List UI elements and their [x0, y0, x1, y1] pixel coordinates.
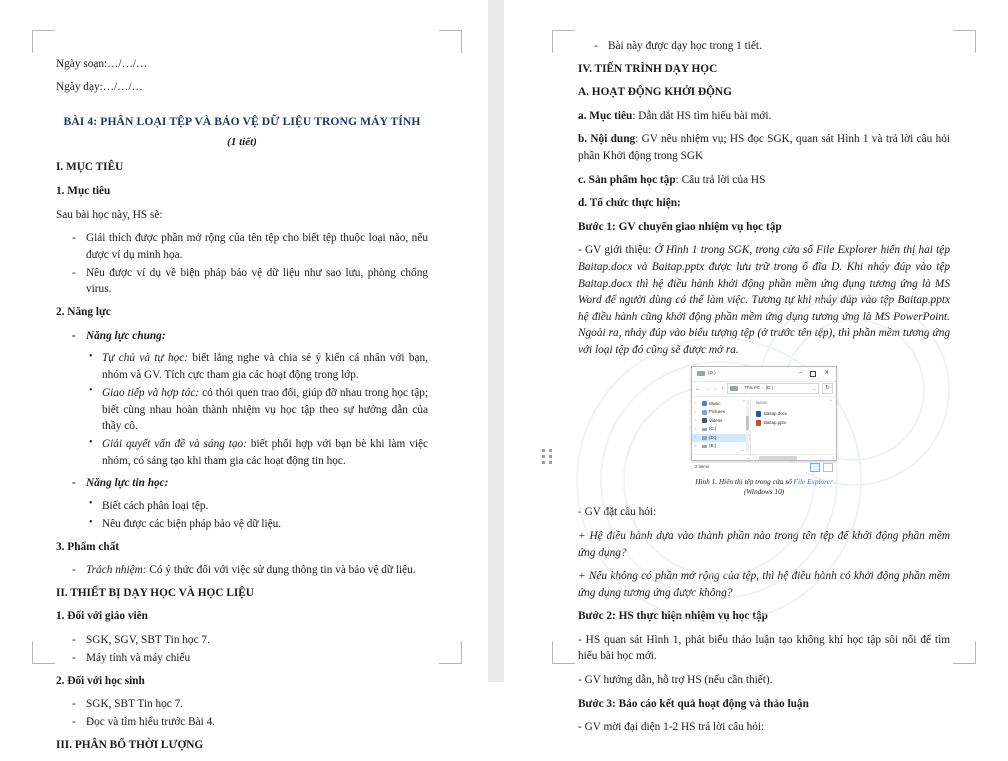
tree-item-pictures[interactable]: [692, 408, 750, 417]
heading-pham-chat: 3. Phẩm chất: [56, 540, 120, 553]
item-text: Có ý thức đối với việc sử dụng thông tin và bảo vệ dữ liệu.: [146, 564, 416, 577]
drive-icon: [702, 428, 707, 432]
list-item: • Nêu được các biện pháp bảo vệ dữ liệu.: [72, 516, 428, 533]
grip-dot: [542, 455, 545, 458]
page-title: BÀI 4: PHÂN LOẠI TỆP VÀ BẢO VỆ DỮ LIỆU TRONG MÁY TÍNH: [63, 115, 421, 129]
breadcrumb-sep: ›: [741, 385, 743, 391]
to-chuc-label: d. Tổ chức thực hiện:: [578, 197, 681, 210]
list-item-label: - Năng lực chung:: [56, 328, 428, 345]
drive-icon: [697, 371, 705, 376]
crop-mark-top-right: [953, 30, 976, 53]
chevron-right-icon[interactable]: ›: [695, 409, 697, 414]
list-item: - Nêu được ví dụ về biện pháp bảo vệ dữ liệu như sao lưu, phòng chống virus.: [56, 265, 428, 298]
recent-locations-icon[interactable]: ⌄: [713, 385, 719, 392]
tree-item-drive-d[interactable]: [692, 434, 750, 443]
muc-tieu-label: a. Mục tiêu: [578, 109, 633, 122]
date-soan-line: Ngày soạn:…/…/…: [56, 58, 148, 70]
horizontal-scrollbar[interactable]: [754, 455, 836, 461]
heading-section-ii: II. THIẾT BỊ DẠY HỌC VÀ HỌC LIỆU: [56, 586, 254, 599]
chevron-down-icon[interactable]: ⌄: [812, 385, 816, 391]
heading-section-i: I. MỤC TIÊU: [56, 161, 124, 174]
drive-icon: [702, 436, 707, 440]
gv-gioi-thieu-text: Ở Hình 1 trong SGK, trong cửa sổ File Explorer hiển thị hai tệp Baitap.docx và Baitap.pptx được lưu trữ trong ổ đĩa D. Khi nháy đúp vào tệp Baitap.docx thì hệ điều hành khởi động phần mềm ứng dụng tương ứng là MS Word để người dùng có thể làm việc. Tương tự khi nháy đúp vào tệp Baitap.pptx hệ điều hành cũng khởi động phần mềm ứng dụng tương ứng là MS PowerPoint. Ngoài ra, nháy đúp vào biểu tượng tệp (ở trước tên tệp), thì phần mềm tương ứng với loại tệp đó cũng sẽ được mở ra.: [578, 244, 950, 356]
tree-item-drive-c[interactable]: [692, 425, 750, 434]
tree-item-music[interactable]: [692, 397, 750, 409]
view-buttons: [810, 463, 833, 472]
date-day-line: Ngày dạy:…/…/…: [56, 80, 143, 93]
muc-tieu-text: : Dẫn dắt HS tìm hiểu bài mới.: [632, 109, 772, 122]
list-item: • Biết cách phân loại tệp.: [72, 498, 428, 515]
question-1: + Hệ điều hành dựa vào thành phần nào trong tên tệp để khởi động phần mềm ứng dụng?: [578, 529, 950, 559]
buoc2-line-1: - HS quan sát Hình 1, phát biểu thảo luận tạo không khí học tập sôi nổi để tìm hiểu bài học mới.: [578, 633, 950, 663]
crop-mark-bottom-right: [953, 641, 976, 664]
window-controls: [799, 371, 834, 377]
crop-mark-bottom-right: [439, 641, 462, 664]
chevron-right-icon[interactable]: ›: [695, 443, 697, 448]
pham-chat-list: [56, 562, 428, 579]
grip-dot: [549, 455, 552, 458]
chevron-right-icon[interactable]: ›: [695, 435, 697, 440]
tree-item-label: (E:): [709, 443, 717, 449]
heading-section-a: A. HOẠT ĐỘNG KHỞI ĐỘNG: [578, 86, 732, 99]
videos-icon: [702, 418, 707, 423]
chevron-right-icon[interactable]: ›: [695, 426, 697, 431]
vertical-scrollbar[interactable]: [746, 400, 749, 452]
tree-item-label: Music: [709, 400, 721, 406]
list-item-label: - Năng lực tin học:: [56, 475, 428, 492]
nang-luc-tin-hoc-group: [56, 475, 428, 492]
heading-nang-luc: 2. Năng lực: [56, 306, 111, 319]
grip-dot: [542, 461, 545, 464]
san-pham-label: c. Sản phẩm học tập: [578, 173, 676, 186]
up-icon[interactable]: ↑: [721, 385, 725, 392]
hoc-sinh-list: [56, 696, 428, 731]
list-item: [72, 436, 428, 469]
grip-dot: [542, 449, 545, 452]
tree-item-label: (C:): [709, 426, 717, 432]
details-view-button[interactable]: [810, 463, 820, 472]
list-item: - Máy tính và máy chiếu: [56, 650, 428, 667]
chevron-right-icon[interactable]: ›: [695, 401, 697, 406]
minimize-icon[interactable]: –: [799, 369, 803, 376]
item-text: biết lắng nghe và chia sẻ ý kiến cá nhân với bạn, nhóm và GV. Tích cực tham gia các hoạt động trong lớp.: [102, 352, 428, 381]
music-icon: [702, 401, 707, 406]
heading-muc-tieu: 1. Mục tiêu: [56, 184, 111, 197]
buoc3-line: - GV mời đại diện 1-2 HS trả lời câu hỏi:: [578, 721, 765, 734]
grip-dot: [549, 449, 552, 452]
gv-dat-cau-hoi: - GV đặt câu hỏi:: [578, 506, 657, 519]
page-gutter: [488, 0, 505, 682]
tree-item-videos[interactable]: [692, 417, 750, 426]
question-2: + Nếu không có phần mở rộng của tệp, thì hệ điều hành có khởi động phần mềm ứng dụng tương ứng được không?: [578, 570, 950, 599]
crop-mark-top-left: [32, 30, 55, 53]
caption-line2: (Windows 10): [743, 486, 785, 496]
grip-dot: [549, 461, 552, 464]
file-list-pane: [751, 397, 836, 454]
file-row-pptx[interactable]: [756, 419, 836, 428]
heading-section-iv: IV. TIẾN TRÌNH DẠY HỌC: [578, 62, 718, 75]
page-right: [504, 0, 1008, 734]
list-item: - SGK, SBT Tin học 7.: [56, 696, 428, 713]
heading-buoc-1: Bước 1: GV chuyển giao nhiệm vụ học tập: [578, 220, 782, 233]
list-item: [72, 350, 428, 383]
breadcrumb-item-drive[interactable]: (D:): [765, 385, 773, 391]
giao-vien-list: [56, 632, 428, 667]
scroll-right-icon[interactable]: ›: [832, 455, 834, 461]
crop-mark-bottom-left: [552, 641, 575, 664]
tree-item-label: Pictures: [709, 409, 725, 415]
breadcrumb-sep: ›: [762, 385, 764, 391]
item-text: có thói quen trao đổi, giúp đỡ nhau trong học tập; biết cùng nhau hoàn thành nhiệm vụ học tập theo sự hướng dẫn của thầy cô.: [102, 386, 428, 433]
item-text: biết phối hợp với bạn bè khi làm việc nhóm, có sáng tạo khi tham gia các hoạt động tin học.: [102, 438, 429, 467]
noi-dung-label: b. Nội dung: [578, 133, 636, 146]
scroll-up-icon[interactable]: ^: [830, 397, 832, 403]
san-pham-line: [578, 172, 950, 189]
gv-gioi-thieu-paragraph: [578, 242, 950, 358]
chevron-right-icon[interactable]: ›: [695, 418, 697, 423]
breadcrumb-item-thispc[interactable]: This PC: [744, 385, 761, 391]
list-item: [56, 562, 428, 579]
page-subtitle: (1 tiết): [227, 136, 257, 149]
navigation-pane: [692, 397, 751, 454]
item-lead: Giao tiếp và hợp tác:: [102, 386, 200, 399]
item-lead: Tự chủ và tự học:: [102, 352, 189, 365]
file-explorer-screenshot: [691, 366, 837, 469]
powerpoint-file-icon: [756, 420, 761, 426]
list-item: [72, 385, 428, 435]
crop-mark-top-left: [552, 30, 575, 53]
caption-prefix: Hình 1. Hiển thị tệp trong cửa sổ: [695, 477, 794, 487]
item-lead: Trách nhiệm:: [86, 564, 147, 577]
heading-giao-vien: 1. Đối với giáo viên: [56, 610, 148, 623]
noi-dung-line: [578, 131, 950, 164]
explorer-status-bar: [692, 462, 836, 472]
explorer-address-bar: [692, 382, 836, 397]
right-page-content: [578, 38, 950, 743]
breadcrumb-drive-icon: [730, 386, 738, 391]
list-item: - Giải thích được phần mở rộng của tên tệp cho biết tệp thuộc loại nào, nếu được ví dụ minh họa.: [56, 230, 428, 263]
figure-caption: [578, 477, 950, 496]
large-icons-view-button[interactable]: [823, 463, 833, 472]
nang-luc-chung-group: [56, 328, 428, 345]
scrollbar-thumb[interactable]: [746, 416, 749, 430]
intro-text: Sau bài học này, HS sẽ:: [56, 208, 163, 221]
list-item: - SGK, SGV, SBT Tin học 7.: [56, 632, 428, 649]
explorer-body: [692, 397, 836, 454]
page-left: [0, 0, 488, 751]
nang-luc-tin-hoc-list: [72, 498, 428, 533]
tree-item-label: Videos: [709, 417, 723, 423]
pictures-icon: [702, 410, 707, 415]
caption-link[interactable]: File Explorer: [793, 477, 833, 487]
scroll-up-icon[interactable]: ^: [743, 397, 745, 403]
drive-icon: [702, 445, 707, 449]
scroll-left-icon[interactable]: ‹: [756, 455, 758, 461]
scroll-down-icon[interactable]: ⌄: [741, 446, 745, 452]
heading-section-iii: III. PHÂN BỔ THỜI LƯỢNG: [56, 739, 204, 751]
forward-icon[interactable]: →: [704, 385, 710, 392]
file-name: Baitap.docx: [764, 411, 787, 417]
muc-tieu-line: [578, 108, 950, 125]
drag-handle-grip[interactable]: [542, 449, 555, 466]
crop-mark-top-right: [439, 30, 462, 53]
breadcrumb[interactable]: [727, 383, 819, 394]
maximize-icon[interactable]: [810, 371, 816, 377]
tree-item-label: (D:): [709, 434, 717, 440]
heading-hoc-sinh: 2. Đối với học sinh: [56, 674, 145, 687]
crop-mark-bottom-left: [32, 641, 55, 664]
file-name: Baitap.pptx: [764, 420, 786, 426]
close-icon[interactable]: ✕: [824, 369, 829, 376]
horizontal-scroll-row: [692, 454, 836, 462]
gv-gioi-thieu-lead: - GV giới thiệu:: [578, 244, 655, 257]
nang-luc-chung-list: [72, 350, 428, 469]
objectives-list: [56, 230, 428, 298]
column-header-name[interactable]: Name: [756, 399, 768, 405]
left-page-content: [56, 56, 428, 761]
tree-scroll-spacer: [692, 455, 754, 462]
heading-buoc-3: Bước 3: Báo cáo kết quả hoạt động và thảo luận: [578, 697, 809, 710]
san-pham-text: : Câu trả lời của HS: [675, 173, 766, 186]
scrollbar-thumb[interactable]: [759, 456, 797, 460]
noi-dung-text: : GV nêu nhiệm vụ; HS đọc SGK, quan sát Hình 1 và trả lời câu hỏi phần Khởi động trong SGK: [578, 133, 951, 162]
refresh-icon[interactable]: ↻: [822, 383, 833, 394]
list-item: - Bài này được dạy học trong 1 tiết.: [578, 38, 950, 55]
explorer-title-bar: [692, 367, 836, 382]
thoi-luong-list: [578, 38, 950, 55]
word-file-icon: [756, 411, 761, 417]
chevron-down-icon[interactable]: ⌄: [746, 455, 750, 461]
item-count: 2 items: [695, 463, 710, 469]
file-row-docx[interactable]: [756, 410, 836, 419]
back-icon[interactable]: ←: [695, 385, 701, 392]
buoc2-line-2: - GV hướng dẫn, hỗ trợ HS (nếu cần thiết).: [578, 674, 773, 687]
heading-buoc-2: Bước 2: HS thực hiện nhiệm vụ học tập: [578, 610, 768, 623]
figure-1: [578, 366, 950, 497]
explorer-window-title: (D:): [708, 370, 716, 376]
list-item: - Đọc và tìm hiểu trước Bài 4.: [56, 714, 428, 731]
item-lead: Giải quyết vấn đề và sáng tạo:: [102, 438, 247, 451]
